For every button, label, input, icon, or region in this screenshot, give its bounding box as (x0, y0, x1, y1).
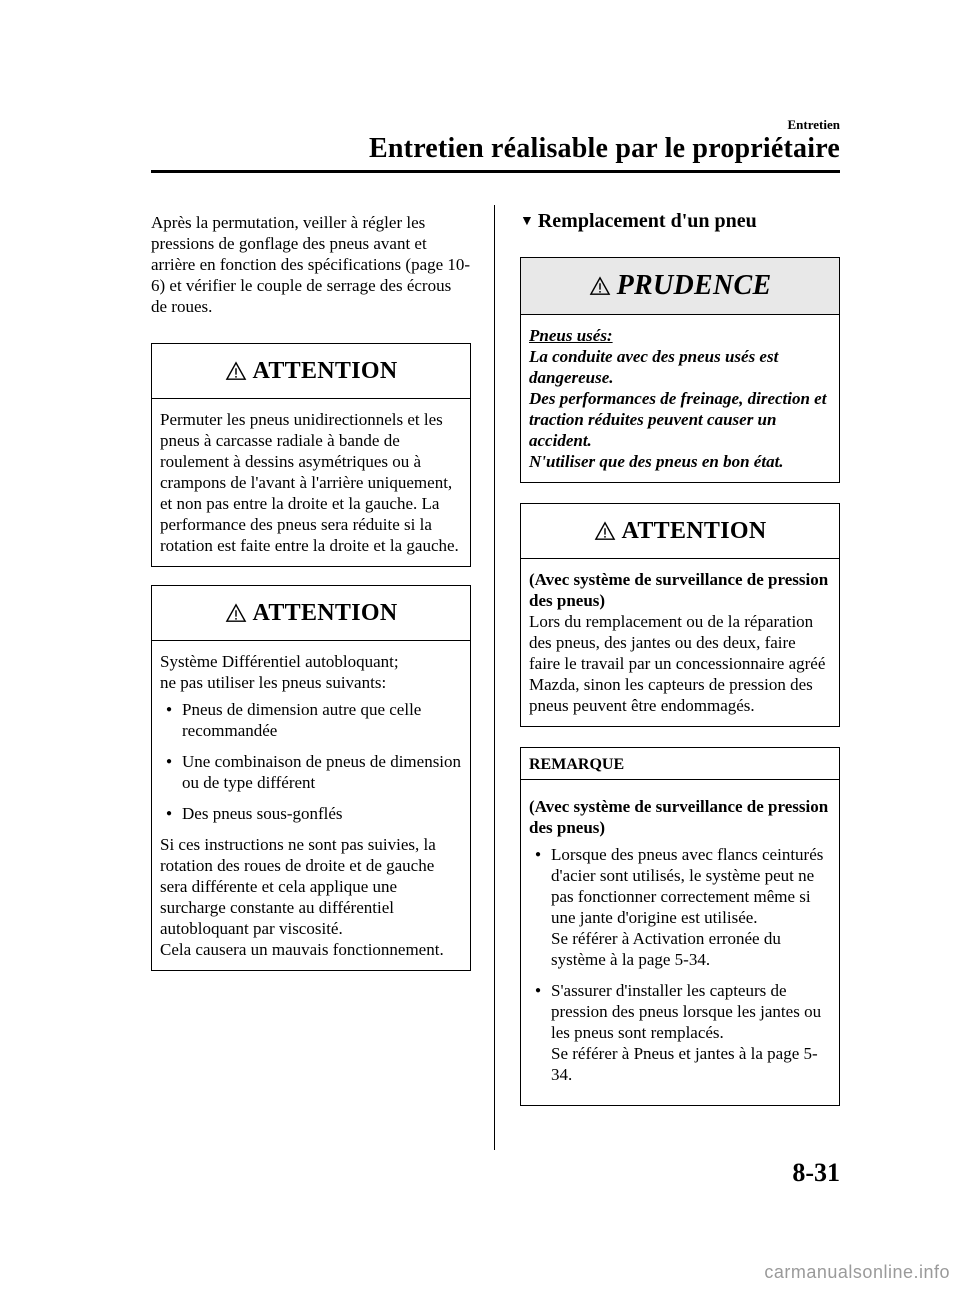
triangle-down-icon: ▼ (520, 213, 534, 229)
attention-box-1-header (152, 344, 470, 399)
attention-box-2 (151, 585, 471, 971)
left-column (151, 212, 471, 971)
attention-box-1-text: Permuter les pneus unidirectionnels et les pneus à carcasse radiale à bande de roulement à dessins asymétriques ou à crampons de l'avant à l'arrière uniquement, et non pas entre la droite et la gauche. La performance des pneus sera réduite si la rotation est faite entre la droite et la gauche. (160, 410, 459, 555)
header-section: Entretien (787, 117, 840, 132)
attention-box-2-header (152, 586, 470, 641)
attention-box-3-heading: ATTENTION (621, 517, 767, 544)
remarque-box (520, 747, 840, 1106)
attention-box-3-header (521, 504, 839, 559)
remarque-bullet-list (529, 844, 831, 1085)
attention-box-2-closing-1: Si ces instructions ne sont pas suivies, la rotation des roues de droite et de gauche sera différente et cela applique une surcharge constante au différentiel autobloquant par viscosité. (160, 835, 436, 938)
list-item (529, 844, 831, 970)
remarque-heading: REMARQUE (521, 748, 839, 780)
attention-box-2-lead-1: Système Différentiel autobloquant; (160, 652, 399, 671)
prudence-line-3: N'utiliser que des pneus en bon état. (529, 452, 784, 471)
remarque-bullet-2-main: S'assurer d'installer les capteurs de pression des pneus lorsque les jantes ou les pneus sont remplacés. (551, 981, 822, 1042)
right-column (520, 210, 840, 1106)
page-number: 8-31 (792, 1158, 840, 1187)
list-item: ● Pneus de dimension autre que celle recommandée (160, 699, 462, 741)
attention-box-2-closing-2: Cela causera un mauvais fonctionnement. (160, 940, 444, 959)
attention-box-2-body (152, 641, 470, 970)
attention-box-3 (520, 503, 840, 727)
attention-box-3-condition: (Avec système de surveillance de pression des pneus) (529, 570, 829, 610)
remarque-box-body (521, 780, 839, 1105)
attention-box-1-body (152, 399, 470, 566)
section-subheading (520, 210, 840, 233)
attention-box-3-body (521, 559, 839, 726)
prudence-title: Pneus usés: (529, 326, 613, 345)
page-title: Entretien réalisable par le propriétaire (369, 133, 840, 164)
prudence-line-2: Des performances de freinage, direction et traction réduites peuvent causer un accident. (529, 389, 827, 450)
prudence-box-header (521, 258, 839, 315)
header-rule (151, 170, 840, 173)
remarque-bullet-1-ref: Se référer à Activation erronée du système à la page 5-34. (551, 929, 781, 969)
watermark: carmanualsonline.info (764, 1262, 950, 1282)
remarque-bullet-2-ref: Se référer à Pneus et jantes à la page 5-34. (551, 1044, 818, 1084)
warning-triangle-icon (225, 361, 247, 381)
list-item (529, 980, 831, 1085)
prudence-box (520, 257, 840, 483)
list-item: ● Des pneus sous-gonflés (160, 803, 462, 824)
remarque-bullet-1-main: Lorsque des pneus avec flancs ceinturés d'acier sont utilisés, le système peut ne pas fonctionner correctement même si une jante d'origine est utilisée. (551, 845, 824, 927)
attention-box-3-text: Lors du remplacement ou de la réparation des pneus, des jantes ou des deux, faire faire le travail par un concessionnaire agréé Mazda, sinon les capteurs de pression des pneus peuvent être endommagés. (529, 612, 826, 715)
list-item: ● Une combinaison de pneus de dimension ou de type différent (160, 751, 462, 793)
column-divider (494, 205, 495, 1150)
attention-box-1 (151, 343, 471, 567)
warning-triangle-icon (594, 521, 616, 541)
warning-triangle-icon (589, 276, 611, 296)
bullet-list (160, 699, 462, 824)
remarque-condition: (Avec système de surveillance de pression des pneus) (529, 797, 829, 837)
attention-box-2-heading: ATTENTION (252, 599, 398, 626)
prudence-box-body (521, 315, 839, 482)
section-subheading-text: Remplacement d'un pneu (537, 210, 757, 232)
prudence-line-1: La conduite avec des pneus usés est dangereuse. (529, 347, 779, 387)
warning-triangle-icon (225, 603, 247, 623)
intro-paragraph: Après la permutation, veiller à régler les pressions de gonflage des pneus avant et arrière en fonction des spécifications (page 10-6) et vérifier le couple de serrage des écrous de roues. (151, 213, 471, 316)
prudence-heading: PRUDENCE (616, 270, 772, 301)
attention-box-1-heading: ATTENTION (252, 357, 398, 384)
attention-box-2-lead-2: ne pas utiliser les pneus suivants: (160, 673, 387, 692)
